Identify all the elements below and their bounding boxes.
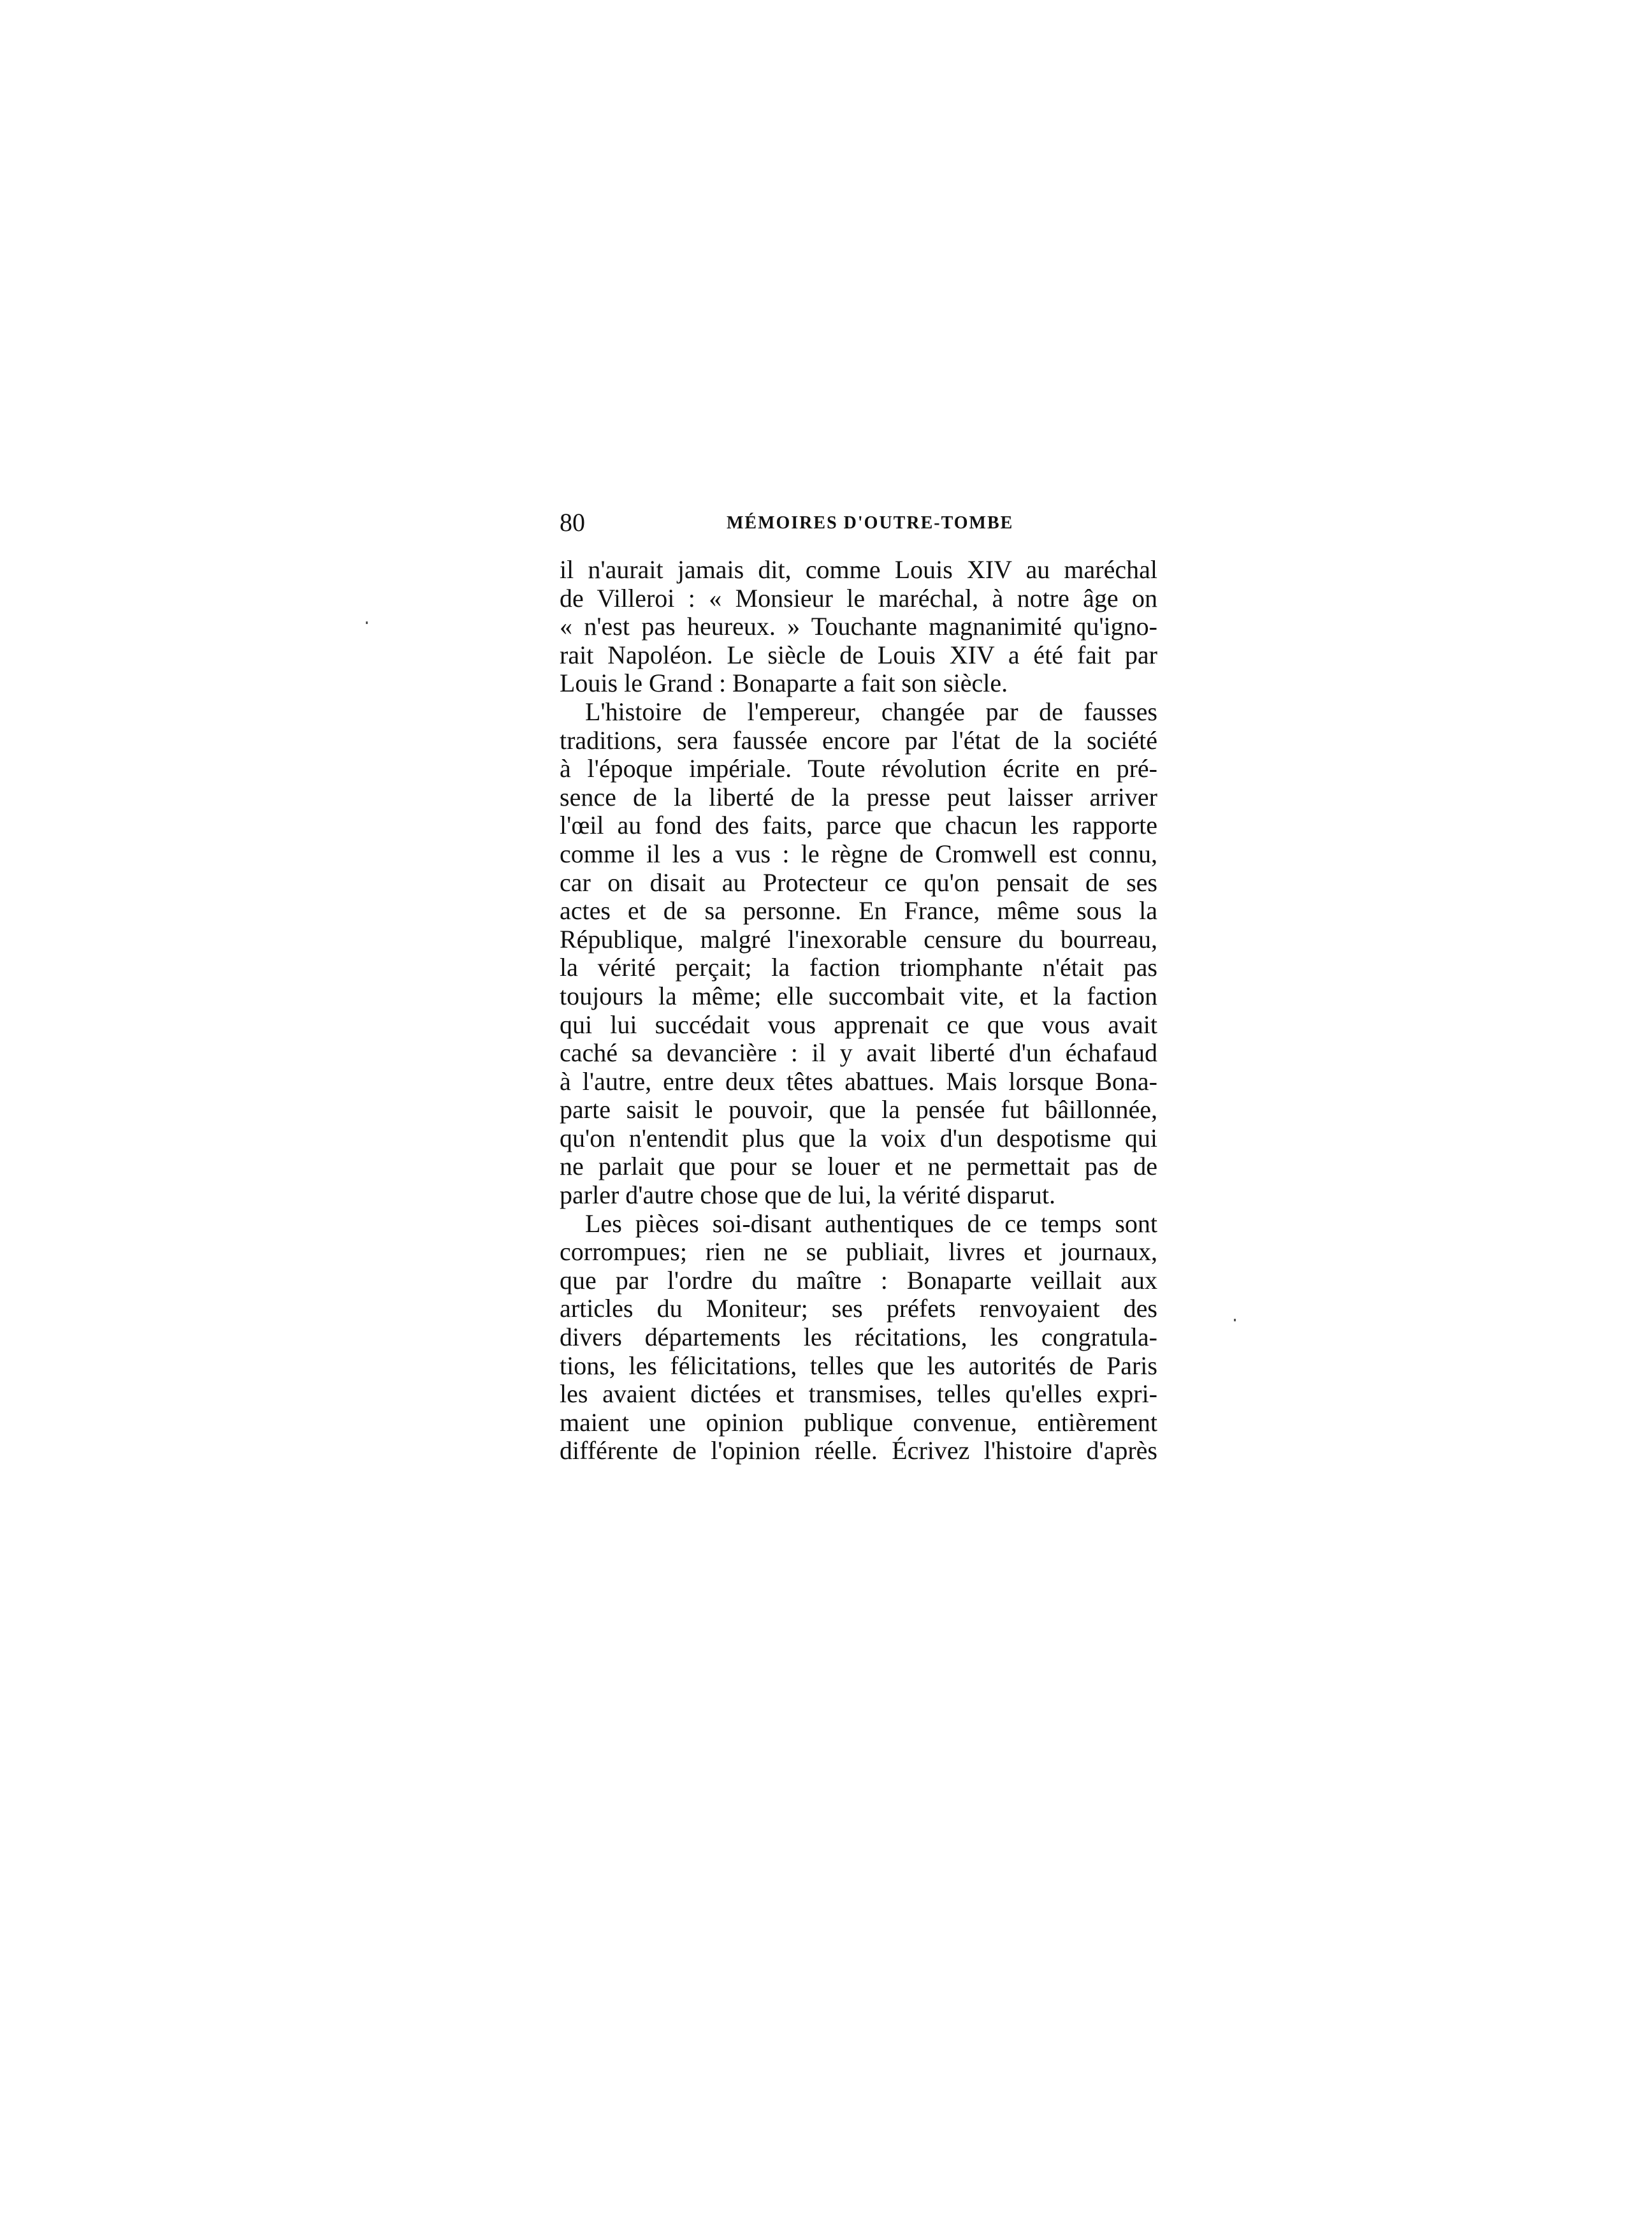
text-line: à l'autre, entre deux têtes abattues. Mais lorsque Bona- [560,1066,1157,1096]
text-line: Les pièces soi-disant authentiques de ce temps sont [585,1209,1157,1238]
text-line: ne parlait que pour se louer et ne permettait pas de [560,1152,1157,1181]
text-line: qu'on n'entendit plus que la voix d'un despotisme qui [560,1123,1157,1152]
text-line: traditions, sera faussée encore par l'état de la société [560,725,1157,755]
text-line: divers départements les récitations, les congratula- [560,1323,1157,1352]
paragraph-3 [560,1210,1157,1465]
text-line: de Villeroi : « Monsieur le maréchal, à notre âge on [560,583,1157,613]
body-text [560,556,1157,1465]
text-line: différente de l'opinion réelle. Écrivez l'histoire d'après [560,1436,1157,1465]
text-line: tions, les félicitations, telles que les autorités de Paris [560,1351,1157,1380]
text-line: toujours la même; elle succombait vite, et la faction [560,981,1157,1010]
running-title: MÉMOIRES D'OUTRE-TOMBE [727,513,1014,533]
scan-speck [366,621,368,624]
text-line: parler d'autre chose que de lui, la vérité disparut. [560,1180,1056,1210]
text-line: car on disait au Protecteur ce qu'on pensait de ses [560,868,1157,897]
text-line: sence de la liberté de la presse peut laisser arriver [560,782,1157,811]
text-line: articles du Moniteur; ses préfets renvoyaient des [560,1294,1157,1323]
text-line: rait Napoléon. Le siècle de Louis XIV a été fait par [560,640,1157,669]
text-line: République, malgré l'inexorable censure du bourreau, [560,924,1157,954]
text-line: il n'aurait jamais dit, comme Louis XIV au maréchal [560,555,1157,584]
text-line: comme il les a vus : le règne de Cromwell est connu, [560,839,1157,868]
text-line: parte saisit le pouvoir, que la pensée fut bâillonnée, [560,1095,1157,1124]
text-line: la vérité perçait; la faction triomphante n'était pas [560,953,1157,982]
text-line: maient une opinion publique convenue, entièrement [560,1407,1157,1437]
text-line: « n'est pas heureux. » Touchante magnanimité qu'igno- [560,612,1157,641]
text-line: les avaient dictées et transmises, telles qu'elles expri- [560,1379,1157,1409]
text-line: que par l'ordre du maître : Bonaparte veillait aux [560,1265,1157,1295]
paragraph-1 [560,556,1157,698]
text-line: l'œil au fond des faits, parce que chacun les rapporte [560,811,1157,840]
text-line: corrompues; rien ne se publiait, livres et journaux, [560,1237,1157,1267]
text-line: qui lui succédait vous apprenait ce que vous avait [560,1010,1157,1039]
text-line: à l'époque impériale. Toute révolution écrite en pré- [560,754,1157,783]
scan-speck [1234,1319,1236,1321]
page-number: 80 [560,508,585,537]
text-line: caché sa devancière : il y avait liberté d'un échafaud [560,1038,1157,1068]
page-header [560,504,1157,542]
text-line: Louis le Grand : Bonaparte a fait son siècle. [560,669,1008,698]
text-line: actes et de sa personne. En France, même sous la [560,896,1157,926]
paragraph-2 [560,698,1157,1210]
text-line: L'histoire de l'empereur, changée par de fausses [585,697,1157,726]
